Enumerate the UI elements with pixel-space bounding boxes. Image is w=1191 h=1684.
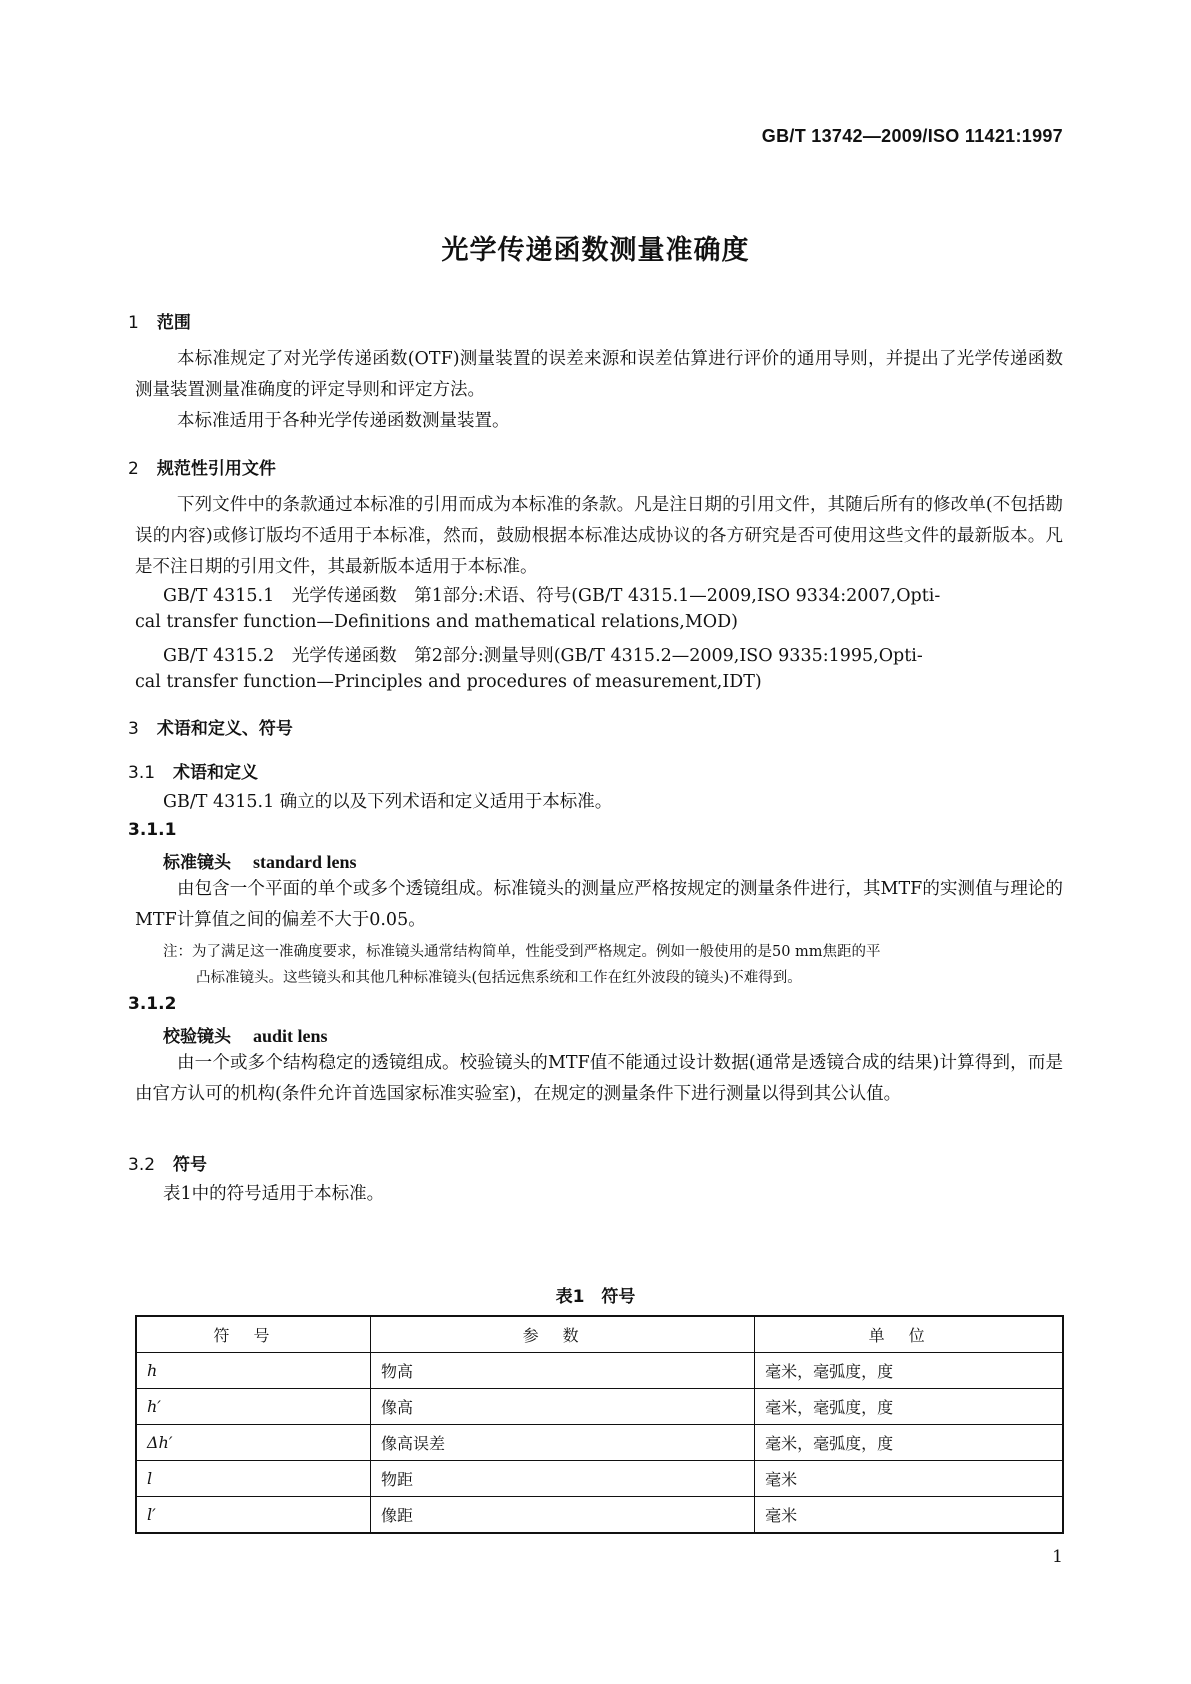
page-title: 光学传递函数测量准确度 <box>441 235 750 266</box>
section-title: 符号 <box>173 1155 208 1175</box>
section-number: 1 <box>128 313 139 333</box>
section-number: 3.1 <box>128 763 156 783</box>
section-2-heading <box>128 454 276 479</box>
header-unit: 单位 <box>755 1316 1063 1353</box>
term-chinese: 标准镜头 <box>163 853 231 873</box>
unit-cell: 毫米，毫弧度，度 <box>755 1389 1063 1425</box>
table-header-row <box>136 1316 1063 1353</box>
term-standard-lens-definition: 由包含一个平面的单个或多个透镜组成。标准镜头的测量应严格按规定的测量条件进行，其MTF的实测值与理论的MTF计算值之间的偏差不大于0.05。 <box>135 879 1063 930</box>
parameter-cell: 物高 <box>371 1353 755 1389</box>
reference-1-line-2: cal transfer function—Definitions and mathematical relations,MOD) <box>135 612 738 632</box>
section-title: 术语和定义、符号 <box>156 719 293 739</box>
term-audit-lens <box>163 1022 328 1047</box>
table-row <box>136 1353 1063 1389</box>
term-english: standard lens <box>253 852 357 872</box>
term-chinese: 校验镜头 <box>163 1027 231 1047</box>
section-1-paragraph-2: 本标准适用于各种光学传递函数测量装置。 <box>177 411 510 431</box>
section-3-1-paragraph: GB/T 4315.1 确立的以及下列术语和定义适用于本标准。 <box>163 792 613 812</box>
unit-cell: 毫米 <box>755 1497 1063 1534</box>
term-english: audit lens <box>253 1026 328 1046</box>
section-1-paragraph-1: 本标准规定了对光学传递函数(OTF)测量装置的误差来源和误差估算进行评价的通用导则，并提出了光学传递函数测量装置测量准确度的评定导则和评定方法。 <box>135 349 1063 400</box>
section-3-2-paragraph: 表1中的符号适用于本标准。 <box>163 1184 385 1204</box>
reference-2-line-1: GB/T 4315.2 光学传递函数 第2部分:测量导则(GB/T 4315.2—2009,ISO 9335:1995,Opti- <box>163 646 923 666</box>
table-row <box>136 1497 1063 1534</box>
table-row <box>136 1461 1063 1497</box>
parameter-cell: 像高误差 <box>371 1425 755 1461</box>
note-line-1: 注：为了满足这一准确度要求，标准镜头通常结构简单，性能受到严格规定。例如一般使用的是50 mm焦距的平 <box>163 944 881 960</box>
parameter-cell: 像高 <box>371 1389 755 1425</box>
parameter-cell: 像距 <box>371 1497 755 1534</box>
header-symbol: 符号 <box>136 1316 371 1353</box>
section-number: 3 <box>128 719 139 739</box>
table-row <box>136 1425 1063 1461</box>
section-number: 3.1.1 <box>128 820 177 840</box>
table-row <box>136 1389 1063 1425</box>
symbol-cell: l <box>136 1461 371 1497</box>
term-audit-lens-definition: 由一个或多个结构稳定的透镜组成。校验镜头的MTF值不能通过设计数据(通常是透镜合成的结果)计算得到，而是由官方认可的机构(条件允许首选国家标准实验室)，在规定的测量条件下进行测量以得到其公认值。 <box>135 1053 1063 1104</box>
section-title: 范围 <box>156 313 191 333</box>
note-line-2: 凸标准镜头。这些镜头和其他几种标准镜头(包括远焦系统和工作在红外波段的镜头)不难得到。 <box>196 970 802 986</box>
standard-code: GB/T 13742—2009/ISO 11421:1997 <box>761 126 1063 146</box>
section-3-1-1-number <box>128 820 176 840</box>
term-standard-lens <box>163 848 357 873</box>
section-3-1-2-number <box>128 994 176 1014</box>
table-caption: 表1 符号 <box>555 1287 636 1307</box>
section-3-heading <box>128 714 293 739</box>
symbol-cell: Δh′ <box>136 1425 371 1461</box>
section-3-2-heading <box>128 1150 207 1175</box>
unit-cell: 毫米 <box>755 1461 1063 1497</box>
section-2-paragraph-1: 下列文件中的条款通过本标准的引用而成为本标准的条款。凡是注日期的引用文件，其随后所有的修改单(不包括勘误的内容)或修订版均不适用于本标准，然而，鼓励根据本标准达成协议的各方研究是否可使用这些文件的最新版本。凡是不注日期的引用文件，其最新版本适用于本标准。 <box>135 495 1063 577</box>
section-1-heading <box>128 308 191 333</box>
symbols-table <box>135 1315 1064 1534</box>
page-number: 1 <box>1052 1547 1063 1567</box>
symbol-cell: h′ <box>136 1389 371 1425</box>
unit-cell: 毫米，毫弧度，度 <box>755 1425 1063 1461</box>
reference-2-line-2: cal transfer function—Principles and procedures of measurement,IDT) <box>135 672 762 692</box>
section-number: 3.2 <box>128 1155 156 1175</box>
symbol-cell: l′ <box>136 1497 371 1534</box>
parameter-cell: 物距 <box>371 1461 755 1497</box>
section-title: 规范性引用文件 <box>156 459 276 479</box>
section-3-1-heading <box>128 758 258 783</box>
reference-1-line-1: GB/T 4315.1 光学传递函数 第1部分:术语、符号(GB/T 4315.1—2009,ISO 9334:2007,Opti- <box>163 586 941 606</box>
symbol-cell: h <box>136 1353 371 1389</box>
section-number: 2 <box>128 459 139 479</box>
section-title: 术语和定义 <box>173 763 259 783</box>
section-number: 3.1.2 <box>128 994 177 1014</box>
unit-cell: 毫米，毫弧度，度 <box>755 1353 1063 1389</box>
header-parameter: 参数 <box>371 1316 755 1353</box>
